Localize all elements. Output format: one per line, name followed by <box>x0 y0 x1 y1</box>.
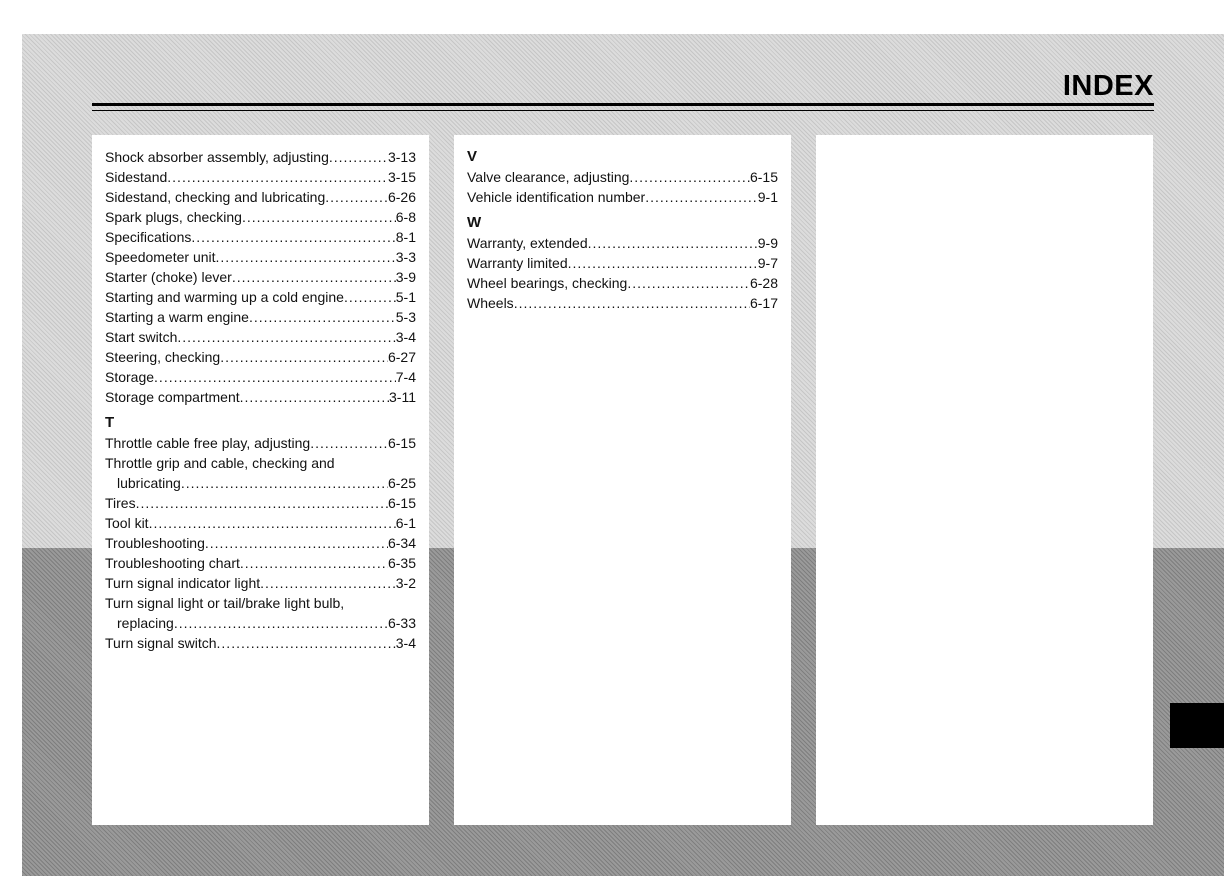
index-entry-wrap-line: Throttle grip and cable, checking and <box>105 455 335 471</box>
index-entry: Sidestand, checking and lubricating ..... 6-26 <box>105 187 416 207</box>
index-entry: Speedometer unit ..... 3-3 <box>105 247 416 267</box>
index-entry: Troubleshooting chart ..... 6-35 <box>105 553 416 573</box>
index-entry: Starter (choke) lever ..... 3-9 <box>105 267 416 287</box>
index-entry: Tires ..... 6-15 <box>105 493 416 513</box>
page-title: INDEX <box>1062 70 1154 102</box>
index-entry: Throttle cable free play, adjusting ..... 6-15 <box>105 433 416 453</box>
index-entry: Starting a warm engine ..... 5-3 <box>105 307 416 327</box>
index-entry: replacing ..... 6-33 <box>105 613 416 633</box>
index-entry: Spark plugs, checking ..... 6-8 <box>105 207 416 227</box>
index-entry: Sidestand ..... 3-15 <box>105 167 416 187</box>
header-rule-thin <box>92 110 1154 111</box>
index-entry: Turn signal switch ..... 3-4 <box>105 633 416 653</box>
index-entry: Vehicle identification number ..... 9-1 <box>467 187 778 207</box>
index-entry: Shock absorber assembly, adjusting ..... 3-13 <box>105 147 416 167</box>
section-letter-w: W <box>467 214 482 231</box>
index-entry: Warranty, extended ..... 9-9 <box>467 233 778 253</box>
index-entry: Warranty limited ..... 9-7 <box>467 253 778 273</box>
index-entry-wrap-line: Turn signal light or tail/brake light bulb, <box>105 595 345 611</box>
section-letter-t: T <box>105 414 115 431</box>
index-entry: lubricating ..... 6-25 <box>105 473 416 493</box>
index-entry: Valve clearance, adjusting ..... 6-15 <box>467 167 778 187</box>
section-letter-v: V <box>467 148 478 165</box>
index-entry: Turn signal indicator light ..... 3-2 <box>105 573 416 593</box>
index-entry: Starting and warming up a cold engine ..... 5-1 <box>105 287 416 307</box>
index-entry: Steering, checking ..... 6-27 <box>105 347 416 367</box>
header-rule-thick <box>92 103 1154 106</box>
index-column-3 <box>816 135 1153 825</box>
index-entry: Tool kit ..... 6-1 <box>105 513 416 533</box>
index-entry: Start switch ..... 3-4 <box>105 327 416 347</box>
index-entry: Specifications ..... 8-1 <box>105 227 416 247</box>
index-entry: Storage compartment ..... 3-11 <box>105 387 416 407</box>
index-column-1 <box>92 135 429 825</box>
index-entry: Storage ..... 7-4 <box>105 367 416 387</box>
index-column-2 <box>454 135 791 825</box>
index-entry: Troubleshooting ..... 6-34 <box>105 533 416 553</box>
section-tab-marker <box>1170 703 1224 748</box>
index-entry: Wheel bearings, checking ..... 6-28 <box>467 273 778 293</box>
index-entry: Wheels ..... 6-17 <box>467 293 778 313</box>
